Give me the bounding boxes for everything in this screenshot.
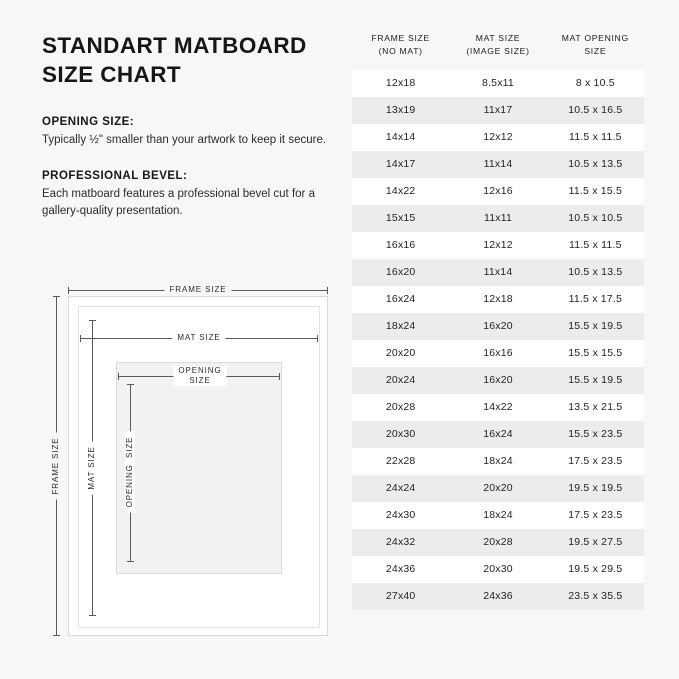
tick-left — [118, 373, 119, 380]
cell-frame-size: 22x28 — [385, 455, 416, 468]
table-row — [352, 367, 644, 394]
table-row — [352, 394, 644, 421]
cell-frame-size: 16x16 — [385, 239, 416, 252]
column-header-mat-size-line1: MAT SIZE — [475, 33, 521, 43]
frame-mat-diagram — [42, 286, 334, 644]
cell-mat-opening-size: 15.5 x 19.5 — [568, 374, 623, 387]
cell-frame-size: 20x30 — [385, 428, 416, 441]
cell-mat-size: 20x28 — [483, 536, 513, 549]
label-opening-size-top-line1: OPENING — [178, 366, 222, 375]
info-text-opening-size: Typically ½" smaller than your artwork to keep it secure. — [42, 133, 327, 146]
tick-top — [127, 384, 134, 385]
info-text-professional-bevel: Each matboard features a professional bevel cut for a gallery-quality presentation. — [42, 188, 315, 217]
cell-mat-opening-size: 19.5 x 29.5 — [568, 563, 623, 576]
cell-mat-size: 18x24 — [483, 455, 513, 468]
cell-frame-size: 15x15 — [385, 212, 416, 225]
table-row — [352, 178, 644, 205]
size-chart-table — [352, 32, 644, 610]
table-row — [352, 286, 644, 313]
cell-frame-size: 14x22 — [385, 185, 416, 198]
cell-mat-size: 16x20 — [483, 320, 513, 333]
cell-mat-size: 12x12 — [483, 239, 513, 252]
page-title: STANDART MATBOARD SIZE CHART — [42, 33, 307, 87]
label-mat-size-left: MAT SIZE — [87, 441, 97, 494]
cell-mat-size: 11x14 — [483, 266, 513, 279]
table-row — [352, 313, 644, 340]
table-row — [352, 448, 644, 475]
label-opening-size-top — [173, 366, 226, 386]
cell-mat-size: 12x16 — [483, 185, 513, 198]
cell-frame-size: 16x24 — [385, 293, 416, 306]
cell-mat-opening-size: 10.5 x 13.5 — [568, 158, 623, 171]
info-heading-opening-size: OPENING SIZE: — [42, 115, 135, 128]
table-row — [352, 340, 644, 367]
column-header-mat-size — [449, 32, 546, 58]
cell-mat-opening-size: 23.5 x 35.5 — [568, 590, 623, 603]
info-column — [42, 32, 332, 220]
tick-bottom — [127, 561, 134, 562]
column-header-mat-opening-size-line2: SIZE — [584, 45, 607, 56]
cell-mat-size: 16x24 — [483, 428, 513, 441]
label-opening-size-top-line2: SIZE — [189, 376, 211, 385]
info-heading-professional-bevel: PROFESSIONAL BEVEL: — [42, 170, 188, 183]
cell-mat-opening-size: 17.5 x 23.5 — [568, 455, 623, 468]
cell-frame-size: 16x20 — [385, 266, 416, 279]
cell-frame-size: 20x24 — [385, 374, 416, 387]
table-row — [352, 205, 644, 232]
table-row — [352, 529, 644, 556]
cell-frame-size: 24x24 — [385, 482, 416, 495]
cell-frame-size: 12x18 — [385, 77, 416, 90]
label-frame-size-left: FRAME SIZE — [51, 432, 61, 499]
cell-mat-size: 16x20 — [483, 374, 513, 387]
column-header-frame-size-line2: (NO MAT) — [378, 45, 423, 56]
cell-mat-size: 20x30 — [483, 563, 513, 576]
table-row — [352, 70, 644, 97]
table-row — [352, 124, 644, 151]
table-header-row — [352, 32, 644, 70]
cell-mat-opening-size: 11.5 x 15.5 — [568, 185, 623, 198]
cell-mat-opening-size: 10.5 x 13.5 — [568, 266, 623, 279]
cell-mat-size: 11x17 — [483, 104, 513, 117]
cell-mat-opening-size: 11.5 x 17.5 — [568, 293, 623, 306]
label-opening-size-left-line2: SIZE — [125, 436, 134, 458]
tick-bottom — [53, 635, 60, 636]
cell-mat-opening-size: 15.5 x 19.5 — [568, 320, 623, 333]
cell-mat-size: 24x36 — [483, 590, 513, 603]
tick-left — [68, 287, 69, 294]
table-row — [352, 97, 644, 124]
cell-mat-opening-size: 15.5 x 15.5 — [568, 347, 623, 360]
table-row — [352, 421, 644, 448]
tick-top — [89, 320, 96, 321]
cell-mat-size: 16x16 — [483, 347, 513, 360]
table-row — [352, 259, 644, 286]
cell-frame-size: 20x28 — [385, 401, 416, 414]
cell-mat-opening-size: 10.5 x 16.5 — [568, 104, 623, 117]
label-mat-size-top: MAT SIZE — [172, 333, 225, 343]
cell-frame-size: 20x20 — [385, 347, 416, 360]
cell-mat-size: 8.5x11 — [482, 77, 514, 90]
table-row — [352, 583, 644, 610]
cell-frame-size: 27x40 — [385, 590, 416, 603]
cell-mat-opening-size: 19.5 x 27.5 — [568, 536, 623, 549]
cell-frame-size: 13x19 — [385, 104, 416, 117]
table-row — [352, 475, 644, 502]
diagram-opening-rect — [116, 362, 282, 574]
cell-mat-opening-size: 8 x 10.5 — [575, 77, 615, 90]
tick-right — [317, 335, 318, 342]
column-header-mat-opening-size-line1: MAT OPENING — [561, 33, 629, 43]
cell-mat-size: 14x22 — [483, 401, 513, 414]
label-frame-size-top: FRAME SIZE — [164, 285, 231, 295]
cell-mat-opening-size: 19.5 x 19.5 — [568, 482, 623, 495]
cell-frame-size: 24x32 — [385, 536, 416, 549]
tick-left — [80, 335, 81, 342]
column-header-mat-size-line2: (IMAGE SIZE) — [466, 45, 530, 56]
tick-bottom — [89, 615, 96, 616]
table-row — [352, 151, 644, 178]
cell-mat-opening-size: 13.5 x 21.5 — [568, 401, 623, 414]
cell-mat-size: 12x12 — [483, 131, 513, 144]
info-block-opening-size — [42, 116, 332, 149]
info-block-professional-bevel — [42, 170, 332, 219]
label-opening-size-left — [125, 432, 135, 513]
cell-mat-opening-size: 11.5 x 11.5 — [569, 131, 622, 144]
cell-mat-size: 11x14 — [483, 158, 513, 171]
table-row — [352, 232, 644, 259]
tick-top — [53, 296, 60, 297]
cell-mat-size: 20x20 — [483, 482, 513, 495]
column-header-frame-size-line1: FRAME SIZE — [371, 33, 430, 43]
cell-mat-size: 11x11 — [483, 212, 513, 225]
cell-mat-size: 18x24 — [483, 509, 513, 522]
cell-frame-size: 14x17 — [385, 158, 416, 171]
column-header-frame-size — [352, 32, 449, 58]
cell-frame-size: 24x36 — [385, 563, 416, 576]
tick-right — [279, 373, 280, 380]
table-row — [352, 556, 644, 583]
cell-mat-size: 12x18 — [483, 293, 513, 306]
cell-mat-opening-size: 10.5 x 10.5 — [568, 212, 623, 225]
cell-frame-size: 18x24 — [385, 320, 416, 333]
cell-frame-size: 24x30 — [385, 509, 416, 522]
cell-mat-opening-size: 11.5 x 11.5 — [569, 239, 622, 252]
column-header-mat-opening-size — [547, 32, 644, 58]
cell-mat-opening-size: 17.5 x 23.5 — [568, 509, 623, 522]
label-opening-size-left-line1: OPENING — [125, 464, 134, 508]
cell-frame-size: 14x14 — [385, 131, 416, 144]
cell-mat-opening-size: 15.5 x 23.5 — [568, 428, 623, 441]
tick-right — [327, 287, 328, 294]
table-row — [352, 502, 644, 529]
